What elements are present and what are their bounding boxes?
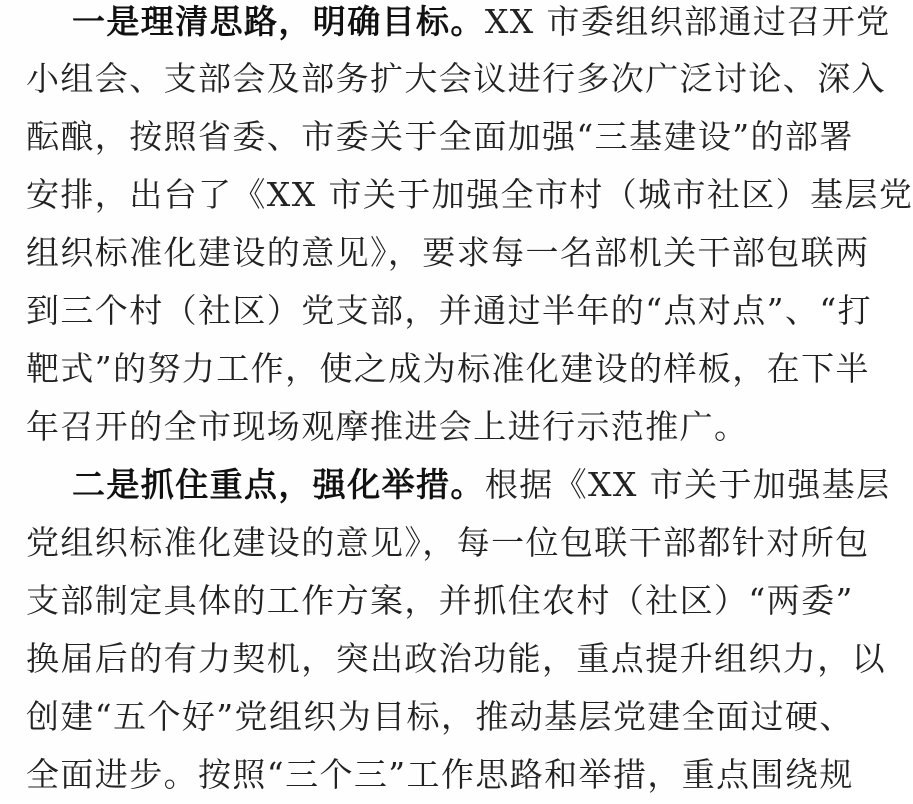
paragraph-2-text: 根据《XX 市关于加强基层 xyxy=(484,465,891,504)
paragraph-1-line-7: 靶式”的努力工作，使之成为标准化建设的样板，在下半 xyxy=(26,349,870,388)
paragraph-2-heading: 二是抓住重点，强化举措。 xyxy=(72,465,485,504)
paragraph-1-line-2: 小组会、支部会及部务扩大会议进行多次广泛讨论、深入 xyxy=(26,59,886,98)
paragraph-2-line-2: 党组织标准化建设的意见》，每一位包联干部都针对所包 xyxy=(26,523,870,562)
paragraph-2-line-6: 全面进步。按照“三个三”工作思路和举措，重点围绕规 xyxy=(26,755,854,794)
paragraph-2-line-1 xyxy=(26,456,891,514)
document-body xyxy=(26,0,913,804)
paragraph-2-line-5: 创建“五个好”党组织为目标，推动基层党建全面过硬、 xyxy=(26,697,854,736)
paragraph-1-text: XX 市委组织部通过召开党 xyxy=(484,2,891,41)
paragraph-1-line-6: 到三个村（社区）党支部，并通过半年的“点对点”、“打 xyxy=(26,291,873,330)
paragraph-1-line-1 xyxy=(26,0,891,50)
paragraph-2-line-3: 支部制定具体的工作方案，并抓住农村（社区）“两委” xyxy=(26,581,854,620)
paragraph-1-line-5: 组织标准化建设的意见》，要求每一名部机关干部包联两 xyxy=(26,233,870,272)
paragraph-2-line-4: 换届后的有力契机，突出政治功能，重点提升组织力，以 xyxy=(26,639,886,678)
paragraph-1-line-4: 安排，出台了《XX 市关于加强全市村（城市社区）基层党 xyxy=(26,175,913,214)
paragraph-1-heading: 一是理清思路，明确目标。 xyxy=(72,2,485,41)
paragraph-1-line-8: 年召开的全市现场观摩推进会上进行示范推广。 xyxy=(26,407,749,446)
paragraph-1-line-3: 酝酿，按照省委、市委关于全面加强“三基建设”的部署 xyxy=(26,117,854,156)
